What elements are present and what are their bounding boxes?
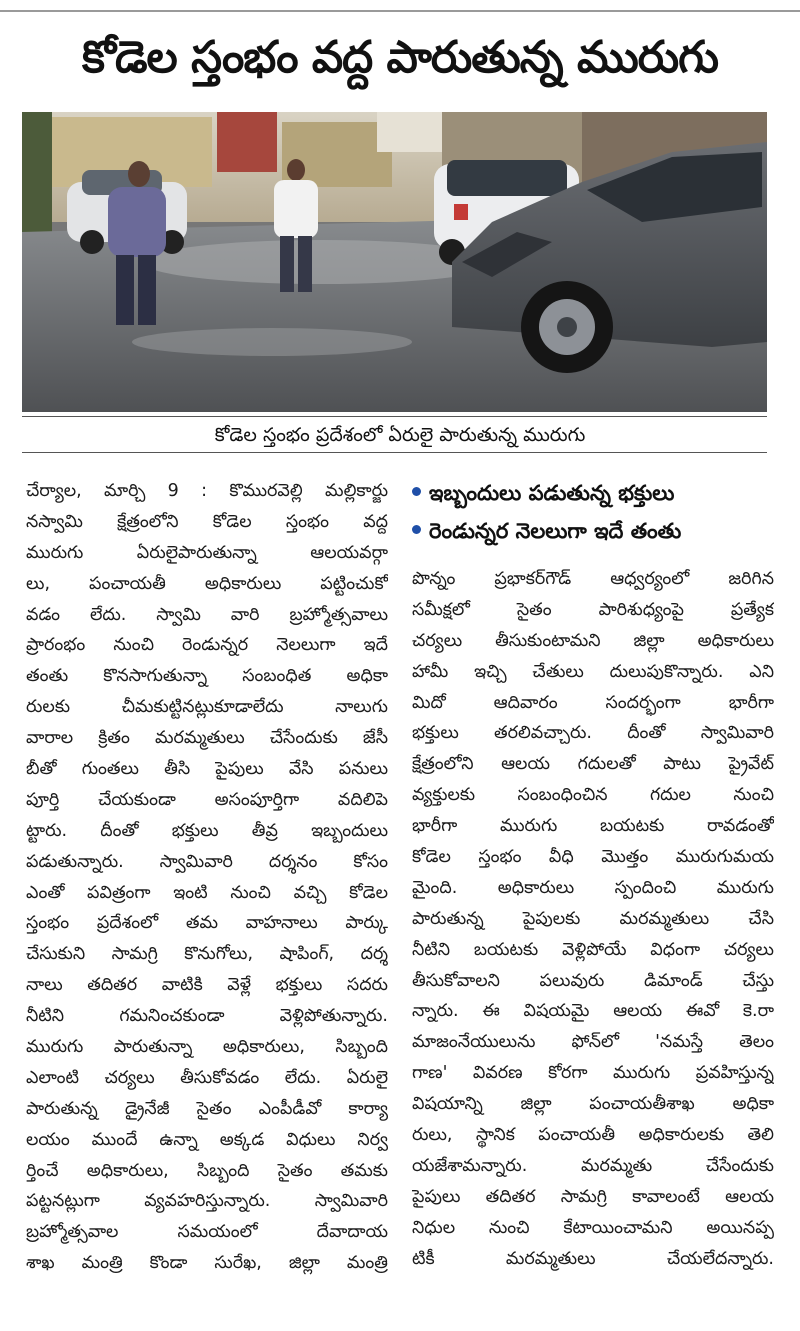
article-line: లు, పంచాయతీ అధికారులు పట్టించుకో — [26, 573, 388, 594]
article-line: శాఖ మంత్రి కొండా సురేఖ, జిల్లా మంత్రి — [26, 1253, 388, 1274]
article-line: క్షేత్రంలోని ఆలయ గదులతో పాటు ప్రైవేట్ — [412, 754, 774, 775]
highlight-item — [412, 512, 774, 550]
top-rule — [0, 10, 800, 12]
article-column-right-text — [412, 564, 774, 1274]
article-line: బ్రహ్మోత్సవాల సమయంలో దేవాదాయ — [26, 1222, 388, 1243]
highlights-box — [412, 474, 774, 550]
highlight-text: ఇబ్బందులు పడుతున్న భక్తులు — [429, 481, 675, 505]
article-line: ఎంతో పవిత్రంగా ఇంటి నుంచి వచ్చి కోడెల — [26, 882, 388, 903]
article-line: పైపులు తదితర సామగ్రి కావాలంటే ఆలయ — [412, 1186, 774, 1207]
article-line: పారుతున్న డ్రైనేజీ సైతం ఎంపీడీవో కార్యా — [26, 1098, 388, 1119]
bullet-icon — [412, 525, 421, 534]
bullet-icon — [412, 487, 421, 496]
article-line: తీసుకోవాలని పలువురు డిమాండ్ చేస్తు — [412, 970, 774, 991]
photo-caption: కోడెల స్తంభం ప్రదేశంలో ఏరులై పారుతున్న మురుగు — [214, 424, 586, 446]
article-line: చేర్యాల, మార్చి 9 : కొమురవెల్లి మల్లికార్జు — [26, 481, 388, 501]
article-line: పట్టనట్లుగా వ్యవహరిస్తున్నారు. స్వామివారి — [26, 1191, 388, 1212]
article-line: చర్యలు తీసుకుంటామని జిల్లా అధికారులు — [412, 630, 774, 651]
article-line: మాజంనేయులును ఫోన్‌లో 'నమస్తే తెలం — [412, 1032, 774, 1053]
article-line: వారాల క్రితం మరమ్మతులు చేసేందుకు జేసీ — [26, 728, 388, 749]
article-line: తంతు కొనసాగుతున్నా సంబంధిత అధికా — [26, 666, 388, 687]
article-line: రులకు చీమకుట్టినట్లుకూడాలేదు నాలుగు — [26, 697, 388, 718]
article-line: నీటిని గమనించకుండా వెళ్లిపోతున్నారు. — [26, 1006, 388, 1027]
article-line: పొన్నం ప్రభాకర్‌గౌడ్ ఆధ్వర్యంలో జరిగిన — [412, 569, 774, 589]
article-line: టికీ మరమ్మతులు చేయలేదన్నారు. — [412, 1248, 774, 1269]
article-line: యజేశామన్నారు. మరమ్మతు చేసేందుకు — [412, 1155, 774, 1176]
article-line: చేసుకుని సామగ్రి కొనుగోలు, షాపింగ్, దర్శ — [26, 944, 388, 965]
article-line: ట్టారు. దీంతో భక్తులు తీవ్ర ఇబ్బందులు — [26, 820, 388, 841]
article-line: పూర్తి చేయకుండా అసంపూర్తిగా వదిలిపె — [26, 789, 388, 810]
article-line: హామీ ఇచ్చి చేతులు దులుపుకొన్నారు. ఎని — [412, 661, 774, 682]
article-line: మిదో ఆదివారం సందర్భంగా భారీగా — [412, 692, 774, 713]
headline: కోడెల స్తంభం వద్ద పారుతున్న మురుగు — [82, 32, 718, 83]
article-line: కోడెల స్తంభం వీధి మొత్తం మురుగుమయ — [412, 847, 774, 868]
article-line: ర్తించే అధికారులు, సిబ్బంది సైతం తమకు — [26, 1160, 388, 1181]
article-line: రులు, స్థానిక పంచాయతీ అధికారులకు తెలి — [412, 1125, 774, 1146]
article-line: నిధుల నుంచి కేటాయించామని అయినప్ప — [412, 1217, 774, 1238]
article-line: నాలు తదితర వాటికి వెళ్లే భక్తులు సదరు — [26, 975, 388, 996]
article-line: స్తంభం ప్రదేశంలో తమ వాహనాలు పార్కు — [26, 913, 388, 934]
article-line: మురుగు పారుతున్నా అధికారులు, సిబ్బంది — [26, 1037, 388, 1058]
article-line: విషయాన్ని జిల్లా పంచాయతీశాఖ అధికా — [412, 1094, 774, 1115]
article-line: భక్తులు తరలివచ్చారు. దీంతో స్వామివారి — [412, 723, 774, 744]
article-column-left — [26, 476, 388, 1279]
article-line: నీటిని బయటకు వెళ్లిపోయే విధంగా చర్యలు — [412, 939, 774, 960]
article-line: లయం ముందే ఉన్నా అక్కడ విధులు నిర్వ — [26, 1129, 388, 1150]
article-line: వడం లేదు. స్వామి వారి బ్రహ్మోత్సవాలు — [26, 604, 388, 625]
article-line: మైంది. అధికారులు స్పందించి మురుగు — [412, 877, 774, 898]
article-line: వ్యక్తులకు సంబంధించిన గదుల నుంచి — [412, 785, 774, 806]
article-column-right — [412, 474, 774, 1274]
highlight-item — [412, 474, 774, 512]
article-line: భారీగా మురుగు బయటకు రావడంతో — [412, 816, 774, 837]
article-line: బీతో గుంతలు తీసి పైపులు వేసి పనులు — [26, 759, 388, 780]
article-line: పడుతున్నారు. స్వామివారి దర్శనం కోసం — [26, 851, 388, 872]
article-line: గాణ' వివరణ కోరగా మురుగు ప్రవహిస్తున్న — [412, 1063, 774, 1084]
article-line: ప్రారంభం నుంచి రెండున్నర నెలలుగా ఇదే — [26, 635, 388, 656]
article-line: సమీక్షలో సైతం పారిశుధ్యంపై ప్రత్యేక — [412, 599, 774, 620]
caption-rule-bottom — [22, 452, 767, 453]
caption-rule-top — [22, 416, 767, 417]
highlight-text: రెండున్నర నెలలుగా ఇదే తంతు — [429, 519, 682, 543]
article-line: న్నారు. ఈ విషయమై ఆలయ ఈవో కె.రా — [412, 1001, 774, 1022]
article-line: నస్వామి క్షేత్రంలోని కోడెల స్తంభం వద్ద — [26, 511, 388, 532]
article-line: మురుగు ఏరులైపారుతున్నా ఆలయవర్గా — [26, 542, 388, 563]
article-line: పారుతున్న పైపులకు మరమ్మతులు చేసి — [412, 908, 774, 929]
news-photo — [22, 112, 767, 412]
article-line: ఎలాంటి చర్యలు తీసుకోవడం లేదు. ఏరులై — [26, 1067, 388, 1088]
